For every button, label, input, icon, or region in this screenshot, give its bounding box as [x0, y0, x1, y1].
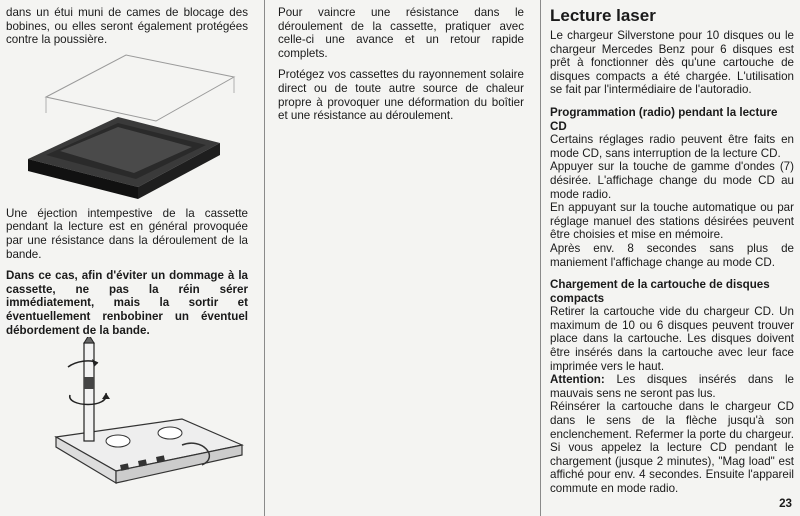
paragraph-prog-3: En appuyant sur la touche automatique ou par réglage manuel des stations désirées peuvent être choisies et mise en mémoire. — [550, 201, 794, 242]
column-1 — [6, 6, 248, 487]
column-3 — [550, 6, 794, 496]
column-divider-left — [264, 0, 265, 516]
section-title: Lecture laser — [550, 6, 656, 25]
attention-text: Les disques insérés dans le mauvais sens ne seront pas lus. — [550, 373, 794, 400]
paragraph-case-storage: dans un étui muni de cames de blocage des bobines, ou elles seront également protégées contre la poussière. — [6, 6, 248, 47]
paragraph-resistance: Pour vaincre une résistance dans le déroulement de la cassette, pratiquer avec celle-ci une avance et un retour rapide complets. — [278, 6, 524, 60]
paragraph-warning: Dans ce cas, afin d'éviter un dommage à la cassette, ne pas la réin sérer immédiatement, mais la sortir et éventuellement renbobiner un éventuel débordement de la bande. — [6, 269, 248, 337]
attention-label: Attention: — [550, 373, 605, 387]
paragraph-ejection: Une éjection intempestive de la cassette pendant la lecture est en général provoquée par une résistance dans la déroulement de la bande. — [6, 206, 248, 261]
heading-loading: Chargement de la cartouche de disques compacts — [550, 278, 770, 305]
paragraph-attention — [550, 373, 794, 400]
paragraph-prog-1: Certains réglages radio peuvent être faits en mode CD, sans interruption de la lecture CD. — [550, 133, 794, 160]
cassette-case-illustration — [6, 47, 248, 199]
heading-programming: Programmation (radio) pendant la lecture CD — [550, 105, 778, 133]
paragraph-load-1: Retirer la cartouche vide du chargeur CD. Un maximum de 10 ou 6 disques peuvent trouver place dans la cartouche. Les disques doivent être insérés dans la cartouche avec leur face imprimée vers le haut. — [550, 305, 794, 373]
paragraph-prog-2: Appuyer sur la touche de gamme d'ondes (7) désirée. L'affichage change du mode CD au mode radio. — [550, 160, 794, 201]
paragraph-load-2: Réinsérer la cartouche dans le chargeur CD dans le sens de la flèche jusqu'à son enclenchement. Refermer la porte du chargeur. Si vous appelez la lecture CD pendant le chargement (jusque 2 minutes), "Mag load" est affiché pour env. 4 secondes. Ensuite l'appareil commute en mode radio. — [550, 400, 794, 495]
column-divider-right — [540, 0, 541, 516]
column-2 — [278, 6, 524, 123]
pencil-rewind-illustration — [6, 337, 248, 487]
paragraph-prog-4: Après env. 8 secondes sans plus de maniement l'affichage change au mode CD. — [550, 241, 794, 269]
paragraph-protection: Protégez vos cassettes du rayonnement solaire direct ou de toute autre source de chaleur propre à provoquer une déformation du boîtier et une résistance au déroulement. — [278, 68, 524, 123]
page-number: 23 — [779, 497, 792, 510]
paragraph-intro: Le chargeur Silverstone pour 10 disques ou le chargeur Mercedes Benz pour 6 disques est prêt à fonctionner dès qu'une cartouche de disques compacts a été chargée. L'utilisation se fait par l'intermédiaire de l'autoradio. — [550, 29, 794, 97]
